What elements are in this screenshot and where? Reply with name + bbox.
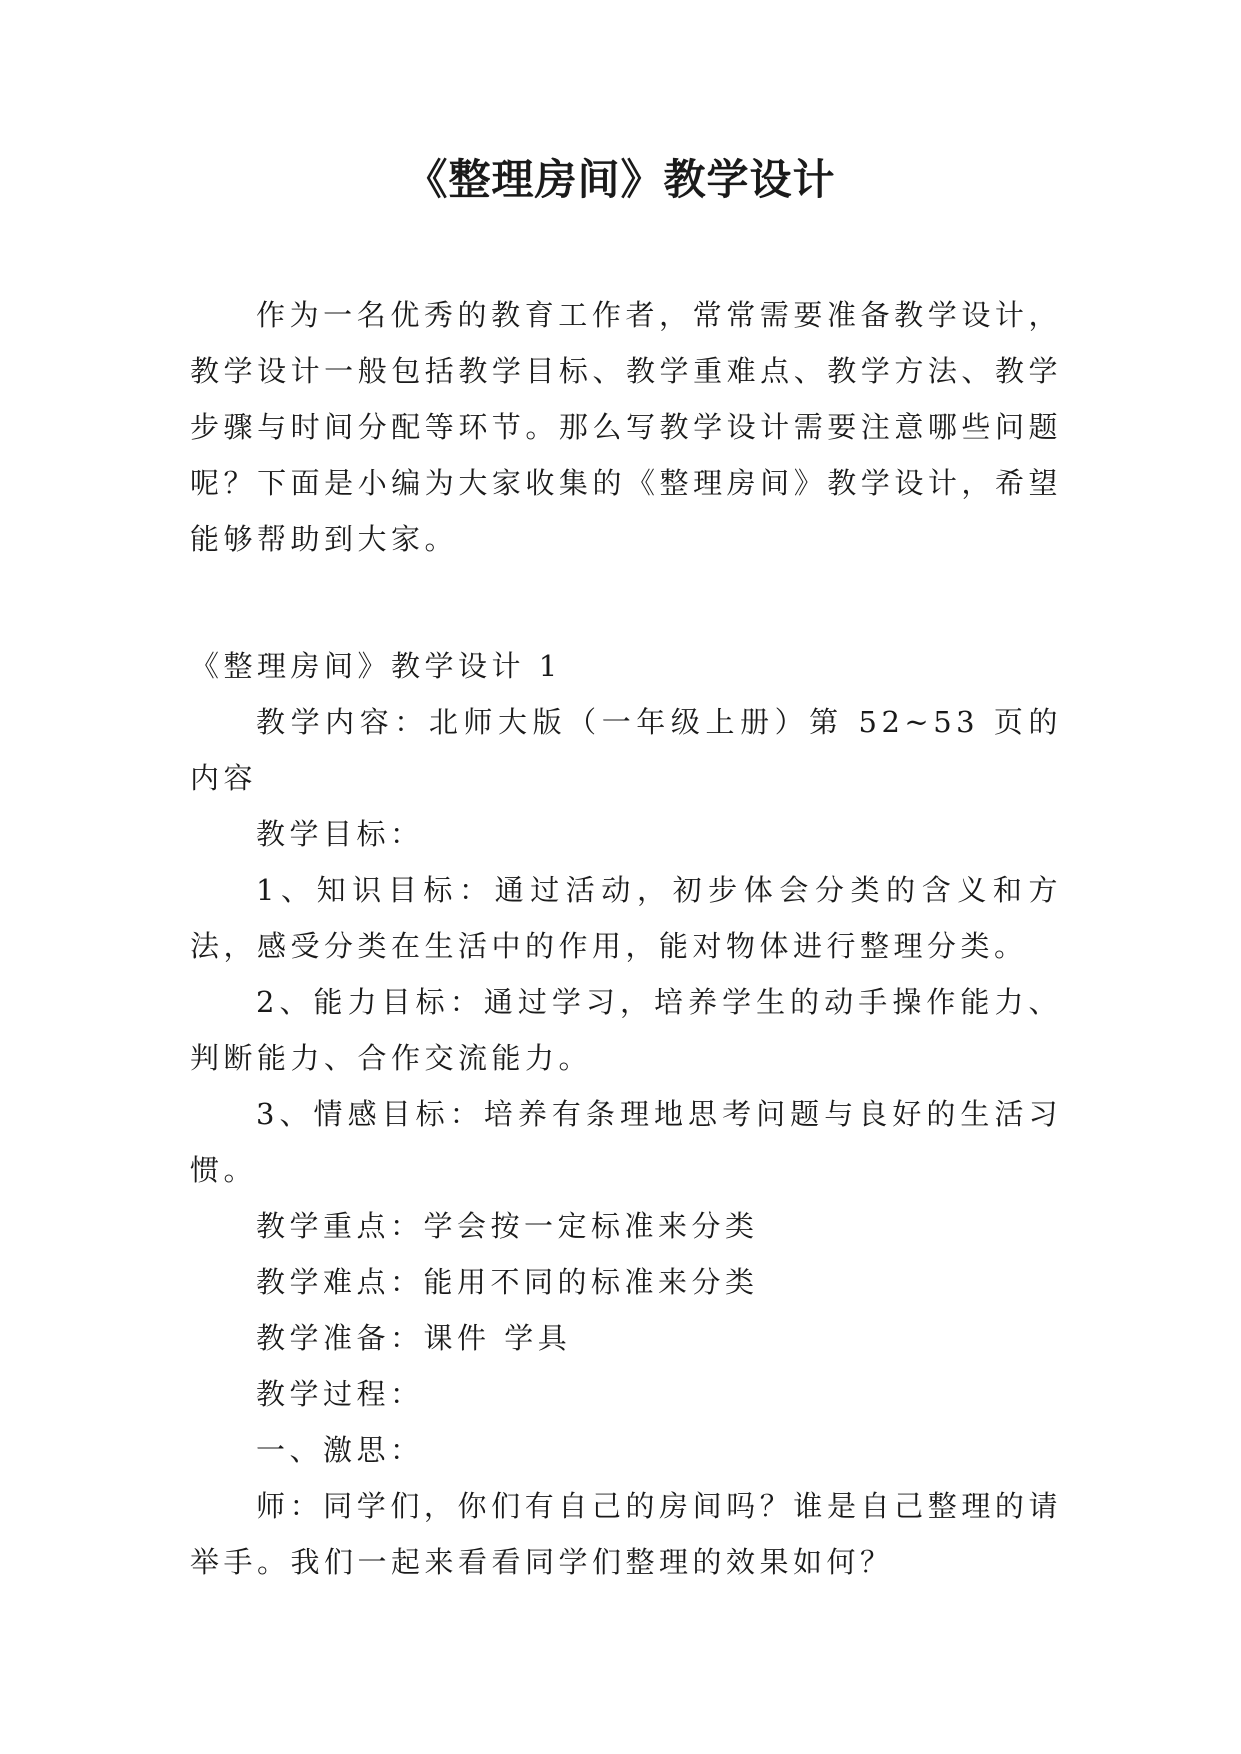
paragraph-emotion-goal: 3、情感目标：培养有条理地思考问题与良好的生活习惯。	[190, 1097, 1062, 1187]
document-title: 《整理房间》教学设计	[405, 155, 836, 204]
paragraph-step-one: 一、激思：	[256, 1433, 424, 1467]
paragraph-ability-goal: 2、能力目标：通过学习，培养学生的动手操作能力、判断能力、合作交流能力。	[190, 985, 1062, 1075]
paragraph-content: 教学内容：北师大版（一年级上册）第 52~53 页的内容	[190, 705, 1062, 795]
paragraph-key-point: 教学重点：学会按一定标准来分类	[256, 1209, 759, 1243]
section-block	[190, 638, 1062, 1590]
paragraph-process-heading: 教学过程：	[256, 1377, 424, 1411]
paragraph-preparation: 教学准备：课件 学具	[256, 1321, 572, 1355]
paragraph-teacher-dialogue: 师：同学们，你们有自己的房间吗？谁是自己整理的请举手。我们一起来看看同学们整理的效果如何？	[190, 1489, 1062, 1579]
intro-paragraph: 作为一名优秀的教育工作者，常常需要准备教学设计，教学设计一般包括教学目标、教学重难点、教学方法、教学步骤与时间分配等环节。那么写教学设计需要注意哪些问题呢？下面是小编为大家收集的《整理房间》教学设计，希望能够帮助到大家。	[190, 298, 1062, 556]
section-heading: 《整理房间》教学设计 1	[190, 649, 562, 683]
intro-block	[190, 287, 1062, 567]
paragraph-knowledge-goal: 1、知识目标：通过活动，初步体会分类的含义和方法，感受分类在生活中的作用，能对物体进行整理分类。	[190, 873, 1062, 963]
paragraph-objectives-heading: 教学目标：	[256, 817, 424, 851]
paragraph-difficulty: 教学难点：能用不同的标准来分类	[256, 1265, 759, 1299]
